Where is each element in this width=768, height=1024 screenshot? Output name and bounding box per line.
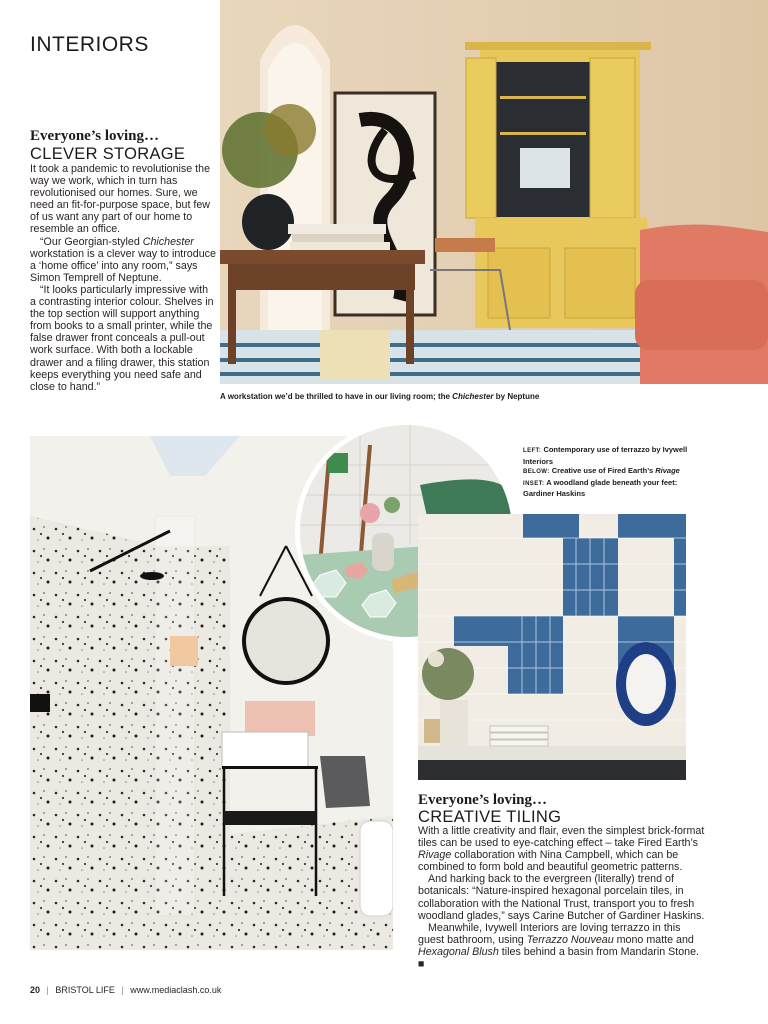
footer-separator-2: | — [121, 985, 124, 995]
tiling-kicker: Everyone’s loving… — [418, 792, 548, 808]
storage-paragraph-3: “It looks particularly impressive with a contrasting interior colour. Shelves in the top section will support anything from books to a small printer, while the false drawer front conceals a pull-out work surface. With both a lockable drawer and a filing drawer, this station keeps everything you need safe and close to hand.” — [30, 283, 214, 393]
photo-captions — [523, 445, 693, 499]
rivage-tiles-photo — [418, 514, 686, 780]
caption-left: LEFT: Contemporary use of terrazzo by Ivywell Interiors — [523, 445, 688, 466]
page-number: 20 — [30, 985, 41, 995]
tiling-headline: CREATIVE TILING — [418, 808, 562, 826]
caption-below: BELOW: Creative use of Fired Earth’s Rivage — [523, 466, 680, 476]
end-mark: ■ — [418, 958, 425, 971]
storage-headline: CLEVER STORAGE — [30, 145, 186, 163]
storage-kicker: Everyone’s loving… — [30, 128, 160, 144]
tiling-body — [418, 825, 708, 970]
section-title: INTERIORS — [30, 33, 149, 56]
workstation-caption: A workstation we’d be thrilled to have in our living room; the Chichester by Neptune — [220, 392, 540, 401]
page-footer — [30, 985, 221, 995]
caption-inset: INSET: A woodland glade beneath your feet: Gardiner Haskins — [523, 477, 678, 499]
storage-paragraph-1: It took a pandemic to revolutionise the way we work, which in turn has revolutionised our homes. Sure, we need an fit-for-purpose space, but few of us want any part of our home to resemble an office. — [30, 163, 211, 236]
website-link[interactable]: www.mediaclash.co.uk — [130, 985, 222, 995]
magazine-name: BRISTOL LIFE — [55, 985, 115, 995]
tiling-paragraph-2: And harking back to the evergreen (literally) trend of botanicals: “Nature-inspired hexagonal porcelain tiles, in collaboration with the National Trust, transport you to fresh woodland glades,” says Carine Butcher of Gardiner Haskins. — [418, 873, 705, 922]
footer-separator-1: | — [46, 985, 49, 995]
workstation-photo — [220, 0, 768, 384]
tiling-paragraph-3: Meanwhile, Ivywell Interiors are loving terrazzo in this guest bathroom, using Terrazzo Nouveau mono matte and Hexagonal Blush tiles behind a basin from Mandarin Stone. ■ — [418, 921, 700, 971]
storage-body — [30, 163, 216, 393]
tiling-paragraph-1: With a little creativity and flair, even the simplest brick-format tiles can be used to eye-catching effect – take Fired Earth’s Rivage collaboration with Nina Campbell, which can be combined to form bold and beautiful geometric patterns. — [418, 825, 705, 874]
storage-paragraph-2: “Our Georgian-styled Chichester workstation is a clever way to introduce a ‘home office’ into any room,” says Simon Temprell of Neptune. — [30, 235, 216, 284]
